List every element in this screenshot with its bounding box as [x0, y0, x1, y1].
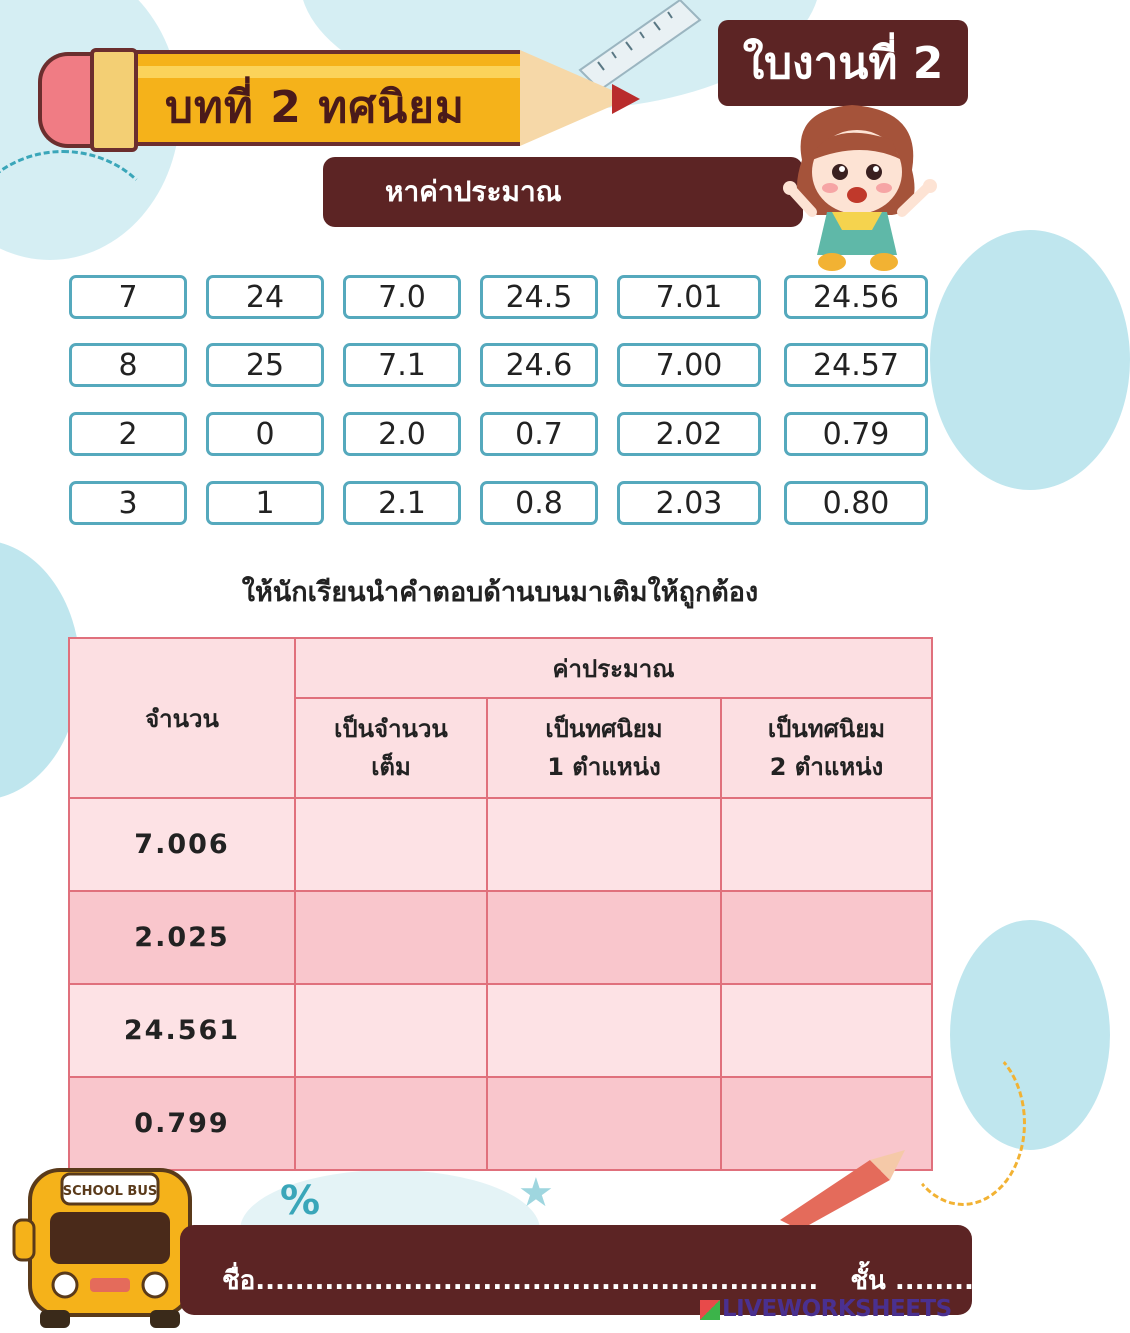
choice-chip[interactable]: 24.57 [784, 343, 928, 387]
pencil-lead [612, 84, 640, 114]
answer-drop-cell[interactable] [295, 984, 487, 1077]
choice-chip[interactable]: 1 [206, 481, 324, 525]
choice-chip[interactable]: 8 [69, 343, 187, 387]
estimate-column-header: ค่าประมาณ [295, 638, 932, 698]
worksheet-number-badge: ใบงานที่ 2 [718, 20, 968, 106]
answer-drop-cell[interactable] [487, 1077, 721, 1170]
section-title-banner: หาค่าประมาณ [323, 157, 803, 227]
number-cell: 2.025 [69, 891, 295, 984]
number-cell: 7.006 [69, 798, 295, 891]
choice-chip[interactable]: 7 [69, 275, 187, 319]
choice-chip[interactable]: 7.0 [343, 275, 461, 319]
two-decimal-header [721, 698, 932, 798]
table-row [69, 798, 932, 891]
table-row [69, 984, 932, 1077]
header-line: เป็นทศนิยม [545, 714, 663, 743]
bg-blob-right [930, 230, 1130, 490]
choice-chip[interactable]: 2.0 [343, 412, 461, 456]
answer-drop-cell[interactable] [721, 891, 932, 984]
instruction-text: ให้นักเรียนนำคำตอบด้านบนมาเติมให้ถูกต้อง [241, 577, 759, 608]
choice-chip[interactable]: 24 [206, 275, 324, 319]
name-label: ชื่อ [222, 1266, 256, 1296]
class-label: ชั้น [850, 1266, 886, 1296]
table-row [69, 891, 932, 984]
choice-chip[interactable]: 24.6 [480, 343, 598, 387]
choice-chip[interactable]: 2 [69, 412, 187, 456]
choice-chip[interactable]: 24.56 [784, 275, 928, 319]
header-line: เป็นจำนวน [334, 714, 448, 743]
choice-chip[interactable]: 7.00 [617, 343, 761, 387]
answer-drop-cell[interactable] [295, 891, 487, 984]
whole-number-header [295, 698, 487, 798]
liveworksheets-brand [700, 1296, 952, 1322]
answer-drop-cell[interactable] [487, 984, 721, 1077]
choice-chip[interactable]: 3 [69, 481, 187, 525]
one-decimal-header [487, 698, 721, 798]
choice-chip[interactable]: 25 [206, 343, 324, 387]
lesson-title: บทที่ 2 ทศนิยม [165, 82, 465, 133]
answer-drop-cell[interactable] [487, 891, 721, 984]
header-line: 2 ตำแหน่ง [769, 753, 884, 781]
choice-chip[interactable]: 0 [206, 412, 324, 456]
crayon-decoration [770, 1150, 910, 1230]
class-blank: ............ [894, 1266, 1014, 1296]
header-line: 1 ตำแหน่ง [547, 753, 661, 781]
choice-chip[interactable]: 0.80 [784, 481, 928, 525]
choice-chip[interactable]: 2.02 [617, 412, 761, 456]
choice-chip[interactable]: 7.1 [343, 343, 461, 387]
name-blank: ......................................................... [255, 1266, 819, 1296]
brand-text: LIVEWORKSHEETS [722, 1296, 952, 1322]
answer-drop-cell[interactable] [721, 798, 932, 891]
percent-icon: % [280, 1178, 321, 1224]
number-column-header: จำนวน [69, 638, 295, 798]
answer-drop-cell[interactable] [295, 1077, 487, 1170]
star-icon: ★ [518, 1170, 554, 1216]
header-line: เป็นทศนิยม [767, 714, 886, 743]
number-cell: 24.561 [69, 984, 295, 1077]
bus-sign-text: SCHOOL BUS [62, 1184, 158, 1199]
brand-logo-icon [700, 1300, 720, 1320]
answer-drop-cell[interactable] [487, 798, 721, 891]
number-cell: 0.799 [69, 1077, 295, 1170]
choice-chip[interactable]: 2.03 [617, 481, 761, 525]
choice-chip[interactable]: 7.01 [617, 275, 761, 319]
cartoon-girl-illustration [772, 100, 942, 275]
pencil-ferrule [90, 48, 138, 152]
choice-chip[interactable]: 0.79 [784, 412, 928, 456]
choice-chip[interactable]: 0.7 [480, 412, 598, 456]
answer-drop-cell[interactable] [295, 798, 487, 891]
choice-chip[interactable]: 0.8 [480, 481, 598, 525]
answer-choices-grid [69, 275, 931, 531]
choice-chip[interactable]: 24.5 [480, 275, 598, 319]
choice-chip[interactable]: 2.1 [343, 481, 461, 525]
answer-table [68, 637, 933, 1171]
footer-fields [222, 1260, 1013, 1301]
header-line: เต็ม [371, 753, 411, 781]
answer-drop-cell[interactable] [721, 984, 932, 1077]
